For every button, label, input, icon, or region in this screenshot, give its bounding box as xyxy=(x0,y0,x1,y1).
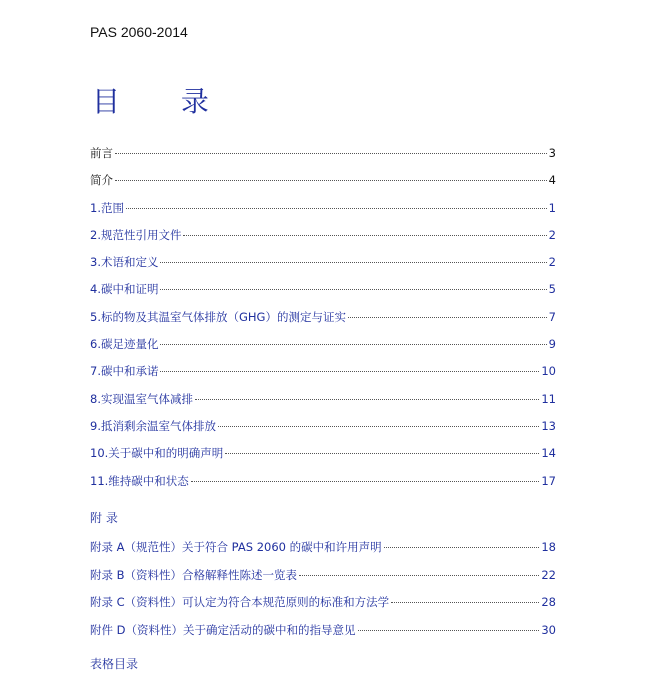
toc-entry[interactable] xyxy=(90,200,556,227)
dot-leader xyxy=(160,371,539,372)
toc-entry[interactable] xyxy=(90,336,556,363)
toc-entry[interactable] xyxy=(90,145,556,172)
toc-entry[interactable] xyxy=(90,418,556,445)
dot-leader xyxy=(126,208,547,209)
toc-entry-page: 1 xyxy=(548,200,556,215)
toc-entry-label: 简介 xyxy=(90,173,113,188)
toc-entry-page: 3 xyxy=(548,146,556,160)
toc-entry[interactable] xyxy=(90,309,556,336)
toc-entry-page: 2 xyxy=(548,227,556,242)
toc-entry[interactable] xyxy=(90,281,556,308)
toc-entry-label: 4.碳中和证明 xyxy=(90,282,159,297)
appendix-entry[interactable] xyxy=(90,567,556,595)
toc-entry[interactable] xyxy=(90,254,556,281)
toc-entry-label: 1.范围 xyxy=(90,200,124,215)
toc-entry-page: 5 xyxy=(548,282,556,297)
toc-entry-label: 7.碳中和承诺 xyxy=(90,364,159,379)
toc-entry-page: 17 xyxy=(541,473,556,488)
toc-entry-label: 5.标的物及其温室气体排放（GHG）的测定与证实 xyxy=(90,309,346,324)
toc-entry-label: 前言 xyxy=(90,146,113,160)
toc-entry-label: 2.规范性引用文件 xyxy=(90,227,182,242)
dot-leader xyxy=(195,399,539,400)
toc-entry[interactable] xyxy=(90,172,556,199)
toc-entry-page: 10 xyxy=(541,364,556,379)
toc-entry-label: 3.术语和定义 xyxy=(90,255,159,270)
appendix-list xyxy=(90,539,556,649)
appendix-heading: 附 录 xyxy=(90,511,118,525)
appendix-entry[interactable] xyxy=(90,539,556,567)
dot-leader xyxy=(160,262,546,263)
toc-entry[interactable] xyxy=(90,363,556,390)
dot-leader xyxy=(191,481,540,482)
page-title: 目 录 xyxy=(92,85,235,118)
appendix-entry-label: 附件 D（资料性）关于确定活动的碳中和的指导意见 xyxy=(90,622,356,637)
appendix-entry-label: 附录 C（资料性）可认定为符合本规范原则的标准和方法学 xyxy=(90,595,390,609)
appendix-entry-page: 18 xyxy=(541,540,556,554)
dot-leader xyxy=(225,453,539,454)
dot-leader xyxy=(160,344,546,345)
dot-leader xyxy=(115,153,547,154)
toc-entry-page: 11 xyxy=(541,391,556,406)
dot-leader xyxy=(384,547,540,548)
appendix-entry-page: 28 xyxy=(541,595,556,609)
appendix-entry[interactable] xyxy=(90,594,556,622)
appendix-entry-page: 30 xyxy=(541,622,556,637)
appendix-entry-label: 附录 B（资料性）合格解释性陈述一览表 xyxy=(90,567,298,582)
toc-entry[interactable] xyxy=(90,227,556,254)
tables-list-heading: 表格目录 xyxy=(90,657,139,671)
toc-entry-page: 7 xyxy=(548,309,556,324)
toc-entry-label: 10.关于碳中和的明确声明 xyxy=(90,446,224,461)
dot-leader xyxy=(218,426,539,427)
dot-leader xyxy=(299,575,539,576)
dot-leader xyxy=(391,602,539,603)
dot-leader xyxy=(115,180,547,181)
dot-leader xyxy=(348,317,547,318)
toc-entry-page: 9 xyxy=(548,337,556,352)
toc-entry[interactable] xyxy=(90,391,556,418)
toc-entry-label: 8.实现温室气体减排 xyxy=(90,391,193,406)
toc-entry-page: 14 xyxy=(541,446,556,461)
dot-leader xyxy=(358,630,540,631)
toc-entry-page: 2 xyxy=(548,255,556,270)
toc-entry-label: 9.抵消剩余温室气体排放 xyxy=(90,418,216,433)
toc-entry-page: 4 xyxy=(548,173,556,188)
table-of-contents xyxy=(90,145,556,500)
toc-entry-label: 6.碳足迹量化 xyxy=(90,337,159,352)
document-id-header: PAS 2060-2014 xyxy=(90,24,188,40)
dot-leader xyxy=(160,289,546,290)
appendix-entry[interactable] xyxy=(90,622,556,650)
dot-leader xyxy=(183,235,546,236)
toc-entry-label: 11.维持碳中和状态 xyxy=(90,473,189,488)
toc-entry[interactable] xyxy=(90,445,556,472)
toc-entry[interactable] xyxy=(90,473,556,500)
appendix-entry-page: 22 xyxy=(541,567,556,582)
appendix-entry-label: 附录 A（规范性）关于符合 PAS 2060 的碳中和许用声明 xyxy=(90,540,382,554)
toc-entry-page: 13 xyxy=(541,418,556,433)
